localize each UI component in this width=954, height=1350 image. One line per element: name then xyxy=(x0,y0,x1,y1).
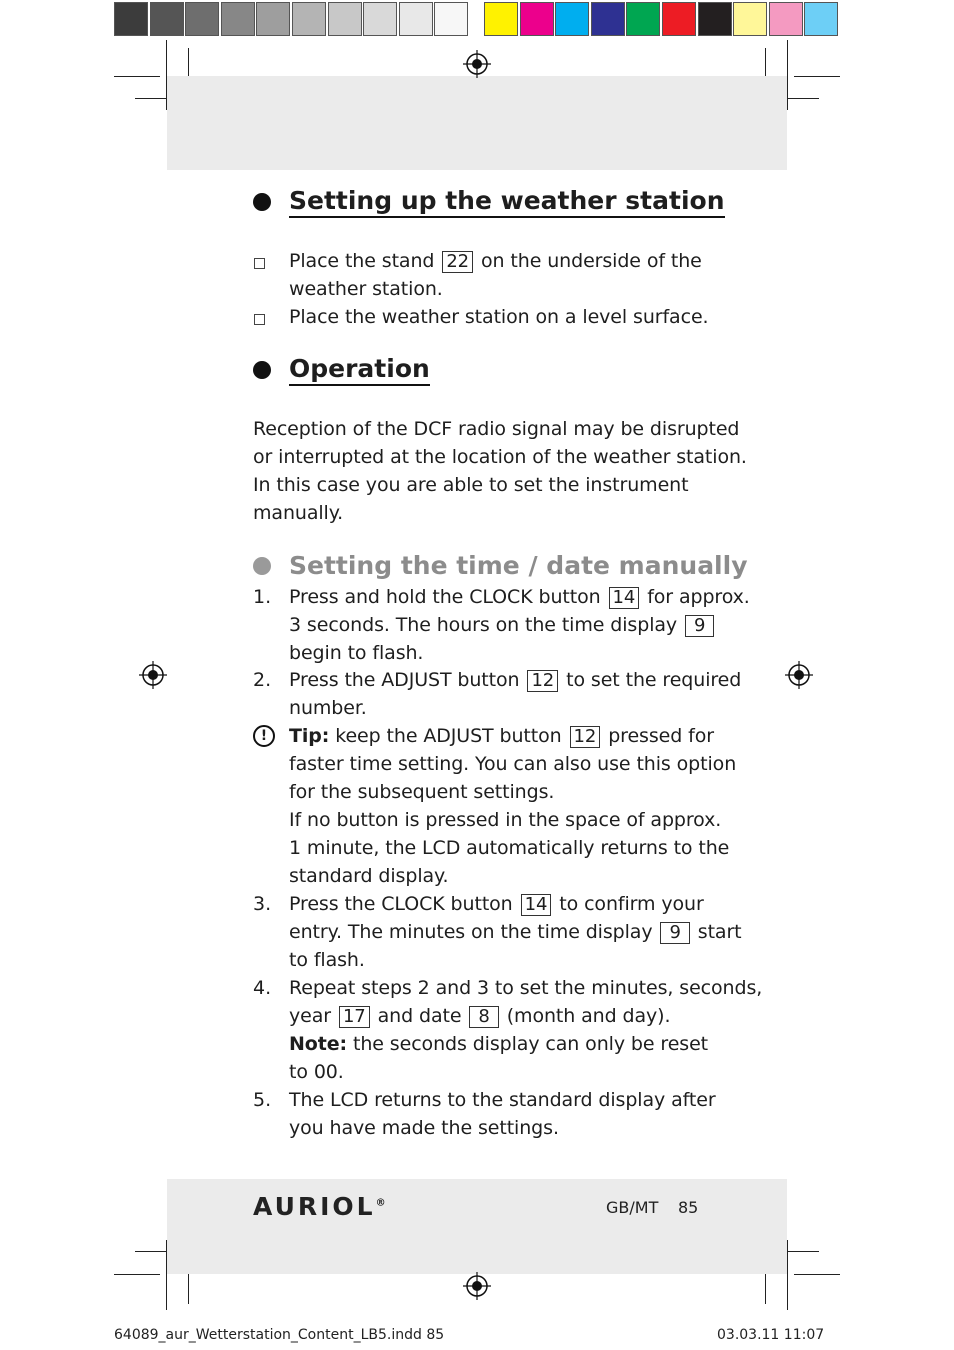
text: Press and hold the CLOCK button xyxy=(289,586,601,608)
step-number: 1. xyxy=(253,586,272,608)
note-label: Note: xyxy=(289,1033,348,1055)
crop-mark xyxy=(794,76,840,77)
tip-label: Tip: xyxy=(289,725,330,747)
step-3-line xyxy=(289,890,704,918)
step-1-line: begin to flash. xyxy=(289,642,424,664)
grey-swatch xyxy=(185,2,219,36)
registration-mark-icon xyxy=(785,661,813,689)
heading-bullet-icon xyxy=(253,193,271,211)
color-swatch xyxy=(626,2,660,36)
tip-line: for the subsequent settings. xyxy=(289,781,555,803)
text: start xyxy=(697,921,742,943)
color-swatch xyxy=(555,2,589,36)
text: (month and day). xyxy=(506,1005,671,1027)
text: on the underside of the xyxy=(481,250,702,272)
part-ref: 14 xyxy=(609,587,640,609)
grey-swatch xyxy=(363,2,397,36)
registration-mark-icon xyxy=(139,661,167,689)
color-swatch xyxy=(698,2,732,36)
step-number: 4. xyxy=(253,977,272,999)
text: entry. The minutes on the time display xyxy=(289,921,653,943)
text: 3 seconds. The hours on the time display xyxy=(289,614,678,636)
step-3-line xyxy=(289,918,742,946)
operation-paragraph-line: Reception of the DCF radio signal may be disrupted xyxy=(253,418,740,440)
grey-swatch xyxy=(292,2,326,36)
brand-logo xyxy=(253,1192,386,1221)
file-slug: 64089_aur_Wetterstation_Content_LB5.indd 85 xyxy=(114,1327,445,1343)
crop-mark xyxy=(114,76,160,77)
color-swatch xyxy=(484,2,518,36)
part-ref: 17 xyxy=(339,1006,370,1028)
text: to set the required xyxy=(566,669,742,691)
part-ref: 9 xyxy=(685,615,714,637)
grey-swatch xyxy=(434,2,468,36)
part-ref: 14 xyxy=(521,894,552,916)
crop-mark xyxy=(794,1274,840,1275)
step-5-line: you have made the settings. xyxy=(289,1117,559,1139)
step-1-line xyxy=(289,611,716,639)
operation-paragraph-line: or interrupted at the location of the weather station. xyxy=(253,446,747,468)
registration-mark-icon xyxy=(463,50,491,78)
crop-mark xyxy=(787,40,788,110)
tip-line: standard display. xyxy=(289,865,449,887)
step-2-line: number. xyxy=(289,697,367,719)
step-4-line: Repeat steps 2 and 3 to set the minutes, seconds, xyxy=(289,977,763,999)
step-number: 3. xyxy=(253,893,272,915)
text: Press the ADJUST button xyxy=(289,669,520,691)
checkbox-square-icon xyxy=(254,258,265,269)
text: and date xyxy=(377,1005,462,1027)
text: to confirm your xyxy=(559,893,704,915)
registration-mark-icon xyxy=(463,1272,491,1300)
grey-swatch xyxy=(150,2,184,36)
color-swatch xyxy=(591,2,625,36)
checkbox-square-icon xyxy=(254,314,265,325)
note-line: to 00. xyxy=(289,1061,344,1083)
date-slug: 03.03.11 11:07 xyxy=(717,1327,825,1343)
heading-bullet-icon xyxy=(253,361,271,379)
tip-line: If no button is pressed in the space of approx. xyxy=(289,809,722,831)
text: the seconds display can only be reset xyxy=(352,1033,709,1055)
color-swatch xyxy=(769,2,803,36)
header-band xyxy=(167,76,787,170)
step-3-line: to flash. xyxy=(289,949,365,971)
crop-mark xyxy=(114,1274,160,1275)
grey-swatch xyxy=(256,2,290,36)
text: pressed for xyxy=(608,725,714,747)
step-2-line xyxy=(289,666,741,694)
section-heading-setup: Setting up the weather station xyxy=(289,186,725,218)
setup-step-1-cont: weather station. xyxy=(289,278,443,300)
page-number: 85 xyxy=(678,1198,699,1217)
step-number: 2. xyxy=(253,669,272,691)
step-number: 5. xyxy=(253,1089,272,1111)
color-swatch xyxy=(662,2,696,36)
part-ref: 12 xyxy=(527,670,558,692)
exclamation-icon: ! xyxy=(253,725,275,747)
logo-text: AURIOL xyxy=(253,1192,376,1221)
section-heading-manual: Setting the time / date manually xyxy=(289,551,748,580)
tip-line xyxy=(289,722,714,750)
language-code: GB/MT xyxy=(606,1198,659,1217)
step-5-line: The LCD returns to the standard display after xyxy=(289,1089,716,1111)
grey-swatch xyxy=(114,2,148,36)
tip-line: 1 minute, the LCD automatically returns to the xyxy=(289,837,730,859)
note-line xyxy=(289,1030,708,1058)
operation-paragraph-line: manually. xyxy=(253,502,344,524)
logo-mark: ® xyxy=(375,1197,386,1209)
part-ref: 12 xyxy=(570,726,601,748)
part-ref: 8 xyxy=(469,1006,498,1028)
section-heading-operation: Operation xyxy=(289,354,430,386)
grey-swatch xyxy=(399,2,433,36)
text: for approx. xyxy=(647,586,750,608)
grey-swatch xyxy=(221,2,255,36)
text: Place the stand xyxy=(289,250,435,272)
part-ref: 9 xyxy=(660,922,689,944)
text: Press the CLOCK button xyxy=(289,893,513,915)
crop-mark xyxy=(787,1240,788,1310)
part-ref: 22 xyxy=(442,251,473,273)
step-4-line xyxy=(289,1002,670,1030)
color-swatch xyxy=(733,2,767,36)
color-swatch xyxy=(804,2,838,36)
color-swatch xyxy=(520,2,554,36)
setup-step-2: Place the weather station on a level surface. xyxy=(289,306,709,328)
grey-swatch xyxy=(328,2,362,36)
text: year xyxy=(289,1005,331,1027)
tip-line: faster time setting. You can also use this option xyxy=(289,753,737,775)
step-1-line xyxy=(289,583,750,611)
operation-paragraph-line: In this case you are able to set the instrument xyxy=(253,474,689,496)
heading-bullet-icon xyxy=(253,557,271,575)
setup-step-1 xyxy=(289,247,702,275)
text: keep the ADJUST button xyxy=(335,725,562,747)
